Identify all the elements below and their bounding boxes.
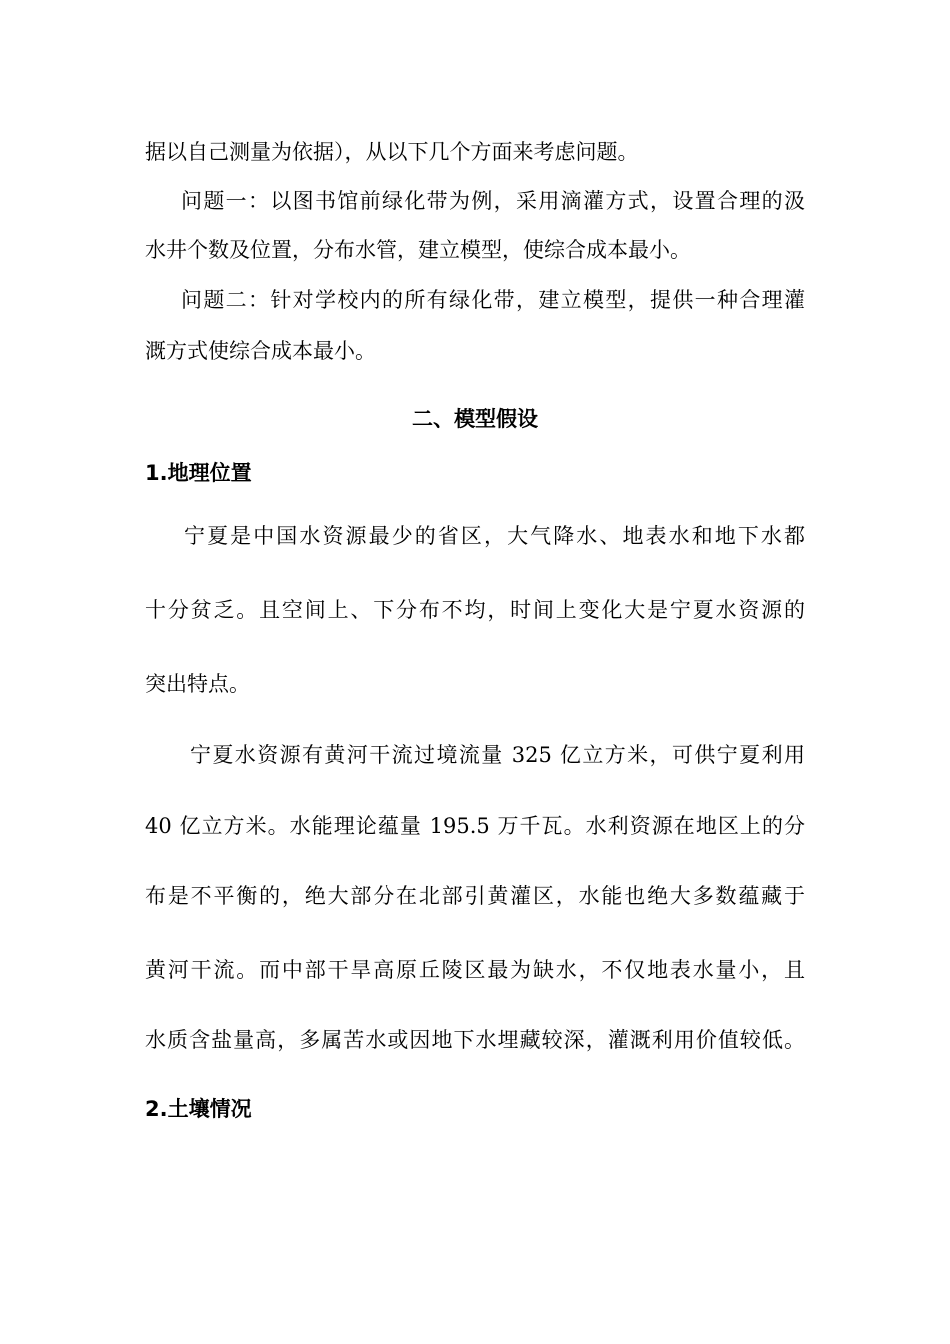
paragraph-line: 黄河干流。而中部干旱高原丘陵区最为缺水，不仅地表水量小，且 [145,958,805,982]
paragraph-line: 十分贫乏。且空间上、下分布不均，时间上变化大是宁夏水资源的 [145,598,805,622]
question-two-line: 问题二：针对学校内的所有绿化带，建立模型，提供一种合理灌 [181,288,805,312]
intro-text-line: 据以自己测量为依据），从以下几个方面来考虑问题。 [145,140,639,164]
paragraph-line: 水质含盐量高，多属苦水或因地下水埋藏较深，灌溉利用价值较低。 [145,1028,805,1052]
question-two-line: 溉方式使综合成本最小。 [145,339,376,363]
question-one-line: 问题一：以图书馆前绿化带为例，采用滴灌方式，设置合理的汲 [181,189,805,213]
section-heading: 二、模型假设 [412,407,538,431]
subsection-heading: 1.地理位置 [145,461,252,485]
subsection-heading: 2.土壤情况 [145,1097,252,1121]
paragraph-line: 宁夏是中国水资源最少的省区，大气降水、地表水和地下水都 [184,524,805,548]
question-one-line: 水井个数及位置，分布水管，建立模型，使综合成本最小。 [145,238,691,262]
paragraph-line: 布是不平衡的，绝大部分在北部引黄灌区，水能也绝大多数蕴藏于 [145,884,805,908]
paragraph-line: 40 亿立方米。水能理论蕴量 195.5 万千瓦。水利资源在地区上的分 [145,814,805,838]
paragraph-line: 突出特点。 [145,672,250,696]
paragraph-line: 宁夏水资源有黄河干流过境流量 325 亿立方米，可供宁夏利用 [190,743,805,767]
